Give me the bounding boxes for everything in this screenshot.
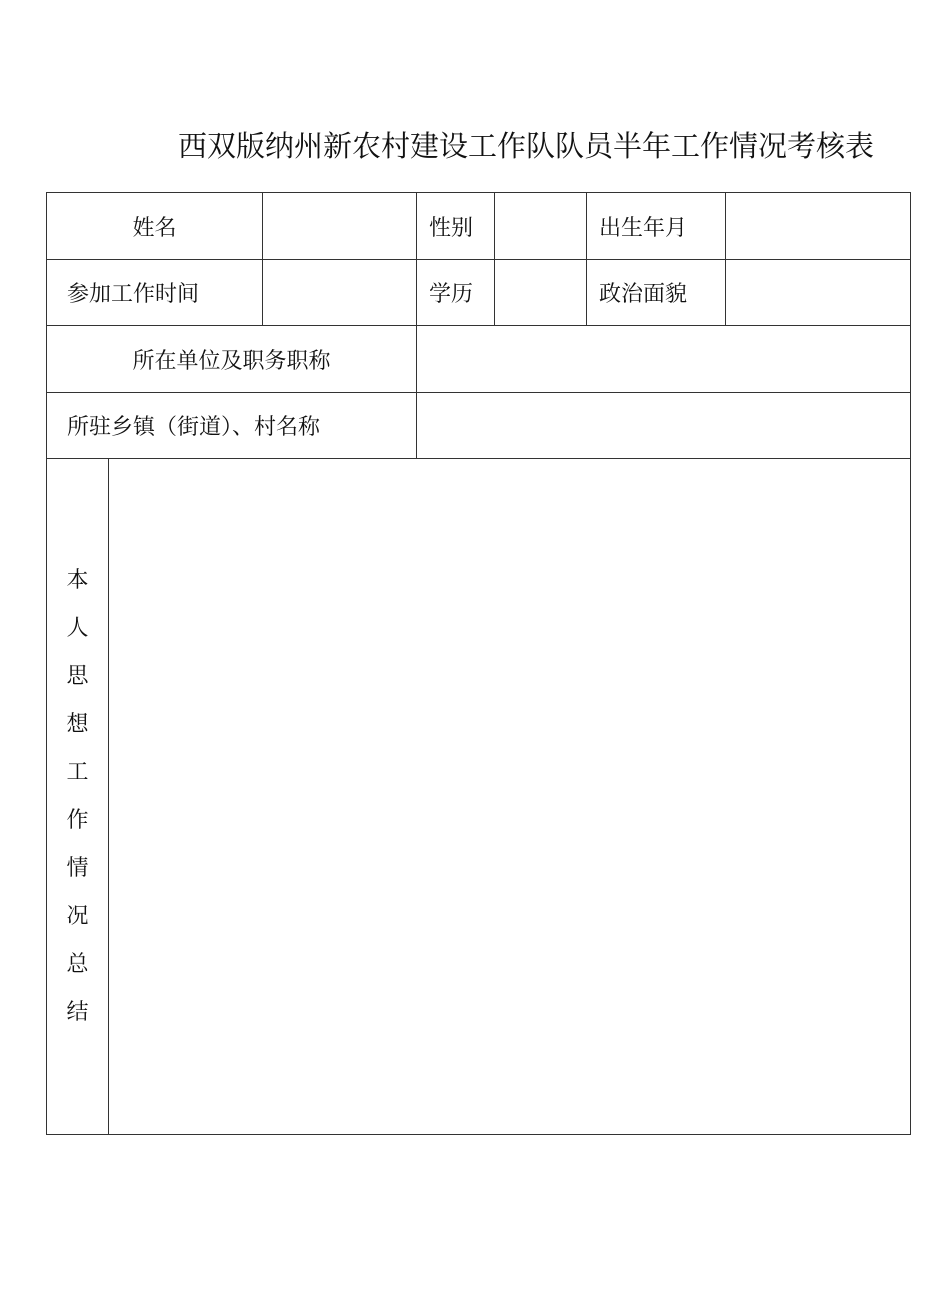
name-label: 姓名 [47,193,263,260]
table-row [47,260,911,326]
village-label: 所驻乡镇（街道）、村名称 [47,393,417,459]
gender-label: 性别 [417,193,495,260]
table-row [47,459,911,1135]
summary-char: 想 [66,711,89,737]
education-label: 学历 [417,260,495,326]
table-row [47,326,911,393]
political-field[interactable] [726,260,911,326]
summary-char: 人 [66,615,89,641]
summary-char: 工 [66,759,89,785]
name-field[interactable] [263,193,417,260]
summary-char: 情 [66,855,89,881]
summary-char: 总 [66,951,89,977]
summary-char: 思 [66,663,89,689]
birth-label: 出生年月 [587,193,726,260]
unit-field[interactable] [417,326,911,393]
work-start-label: 参加工作时间 [47,260,263,326]
table-row [47,393,911,459]
summary-field[interactable] [109,459,911,1135]
summary-label [47,459,109,1135]
summary-char: 本 [66,567,89,593]
unit-label: 所在单位及职务职称 [47,326,417,393]
assessment-table [46,192,911,1135]
village-field[interactable] [417,393,911,459]
summary-char: 况 [66,903,89,929]
table-row [47,193,911,260]
summary-char: 结 [66,999,89,1025]
form-title: 西双版纳州新农村建设工作队队员半年工作情况考核表 [178,129,875,163]
work-start-field[interactable] [263,260,417,326]
gender-field[interactable] [495,193,587,260]
education-field[interactable] [495,260,587,326]
birth-field[interactable] [726,193,911,260]
summary-char: 作 [66,807,89,833]
political-label: 政治面貌 [587,260,726,326]
